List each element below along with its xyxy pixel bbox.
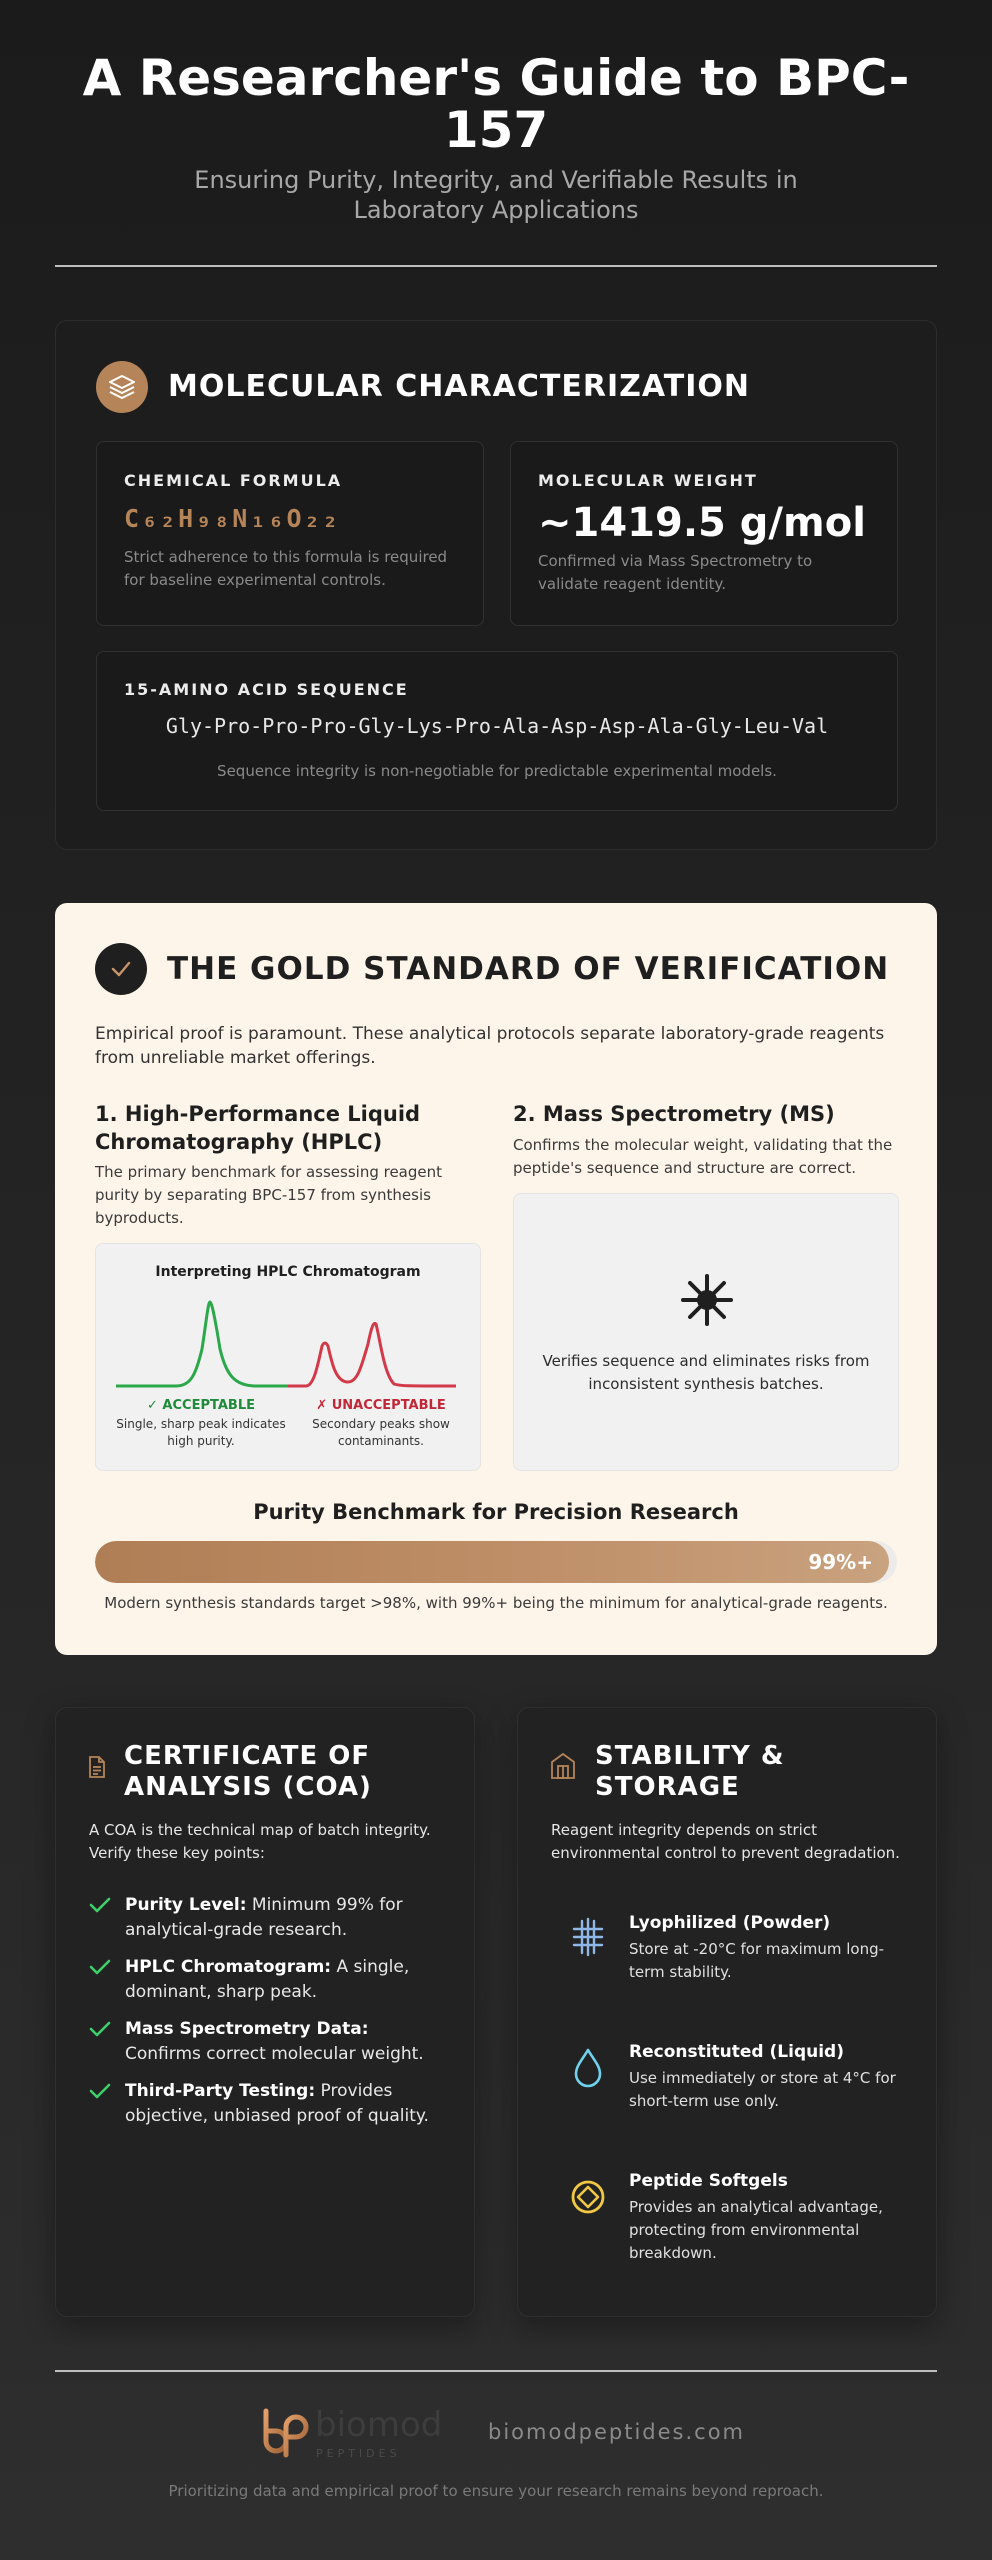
- storage-item-text: Use immediately or store at 4°C for short-term use only.: [629, 2069, 896, 2110]
- storage-item-text: Store at -20°C for maximum long-term stability.: [629, 1940, 885, 1981]
- document-icon: [88, 1756, 106, 1778]
- biomod-logo: [258, 2405, 458, 2461]
- formula-box: [96, 441, 484, 626]
- snowflake-icon: [568, 1915, 608, 1959]
- unacceptable-note: Secondary peaks show contaminants.: [312, 1417, 450, 1448]
- coa-card: [55, 1707, 475, 2317]
- acceptable-note: Single, sharp peak indicates high purity.: [116, 1417, 286, 1448]
- unacceptable-label: ✗ UNACCEPTABLE: [316, 1398, 446, 1413]
- verification-heading: THE GOLD STANDARD OF VERIFICATION: [167, 951, 890, 987]
- website-link[interactable]: biomodpeptides.com: [488, 2420, 746, 2444]
- ms-text: Confirms the molecular weight, validating that the peptide's sequence and structure are correct.: [513, 1136, 893, 1177]
- weight-note: Confirmed via Mass Spectrometry to validate reagent identity.: [538, 552, 813, 593]
- storage-item-title: Peptide Softgels: [629, 2171, 788, 2191]
- chromatogram-title: Interpreting HPLC Chromatogram: [155, 1264, 421, 1280]
- ms-title: 2. Mass Spectrometry (MS): [513, 1102, 835, 1126]
- coa-intro: A COA is the technical map of batch integrity. Verify these key points:: [89, 1821, 431, 1862]
- check-icon: [89, 1958, 111, 1976]
- storage-icon: [550, 1752, 576, 1780]
- hplc-chromatogram-panel: [95, 1243, 481, 1471]
- sequence-box: [96, 651, 898, 811]
- droplet-icon: [568, 2044, 608, 2088]
- hplc-text: The primary benchmark for assessing reagent purity by separating BPC-157 from synthesis byproducts.: [95, 1163, 443, 1227]
- spark-icon: [679, 1272, 735, 1328]
- softgel-icon: [568, 2173, 608, 2217]
- check-icon: [89, 1896, 111, 1914]
- formula-label: CHEMICAL FORMULA: [124, 471, 343, 490]
- storage-item-title: Lyophilized (Powder): [629, 1913, 831, 1933]
- logo-wordmark: biomod: [315, 2405, 443, 2445]
- coa-item-text: Mass Spectrometry Data: Confirms correct molecular weight.: [125, 2019, 424, 2064]
- storage-intro: Reagent integrity depends on strict environmental control to prevent degradation.: [551, 1821, 900, 1862]
- formula-note: Strict adherence to this formula is required for baseline experimental controls.: [124, 548, 448, 589]
- storage-card: [517, 1707, 937, 2317]
- ms-panel-text: Verifies sequence and eliminates risks from inconsistent synthesis batches.: [542, 1352, 870, 1393]
- footer-divider: [55, 2370, 937, 2372]
- verification-card: [55, 903, 937, 1655]
- hplc-title: 1. High-Performance Liquid Chromatography (HPLC): [95, 1102, 421, 1154]
- unacceptable-peaks: [288, 1323, 456, 1386]
- check-icon: [89, 2020, 111, 2038]
- verification-intro: Empirical proof is paramount. These analytical protocols separate laboratory-grade reagents from unreliable market offerings.: [95, 1024, 885, 1068]
- chromatogram-graph: [96, 1294, 482, 1394]
- acceptable-peak: [116, 1302, 288, 1386]
- layers-icon: [96, 361, 148, 413]
- molecular-card: [55, 320, 937, 850]
- storage-item-text: Provides an analytical advantage, protecting from environmental breakdown.: [629, 2198, 883, 2262]
- header-divider: [55, 265, 937, 267]
- storage-item-title: Reconstituted (Liquid): [629, 2042, 844, 2062]
- benchmark-note: Modern synthesis standards target >98%, with 99%+ being the minimum for analytical-grade reagents.: [104, 1594, 888, 1612]
- check-icon: [95, 943, 147, 995]
- molecular-heading: MOLECULAR CHARACTERIZATION: [168, 369, 750, 404]
- benchmark-title: Purity Benchmark for Precision Research: [253, 1500, 739, 1524]
- purity-bar-label: 99%+: [808, 1550, 873, 1574]
- page-subtitle: Ensuring Purity, Integrity, and Verifiable Results in Laboratory Applications: [194, 166, 798, 224]
- footer-note: Prioritizing data and empirical proof to ensure your research remains beyond reproach.: [168, 2482, 824, 2500]
- weight-label: MOLECULAR WEIGHT: [538, 471, 758, 490]
- weight-box: [510, 441, 898, 626]
- coa-item-text: HPLC Chromatogram: A single, dominant, sharp peak.: [125, 1957, 410, 2002]
- storage-heading: STABILITY & STORAGE: [595, 1741, 785, 1802]
- coa-item-text: Purity Level: Minimum 99% for analytical-grade research.: [125, 1895, 403, 1940]
- ms-panel: [513, 1193, 899, 1471]
- sequence-note: Sequence integrity is non-negotiable for predictable experimental models.: [217, 762, 777, 780]
- coa-heading: CERTIFICATE OF ANALYSIS (COA): [124, 1741, 372, 1802]
- logo-mark-icon: [258, 2407, 310, 2459]
- sequence-label: 15-AMINO ACID SEQUENCE: [124, 680, 409, 699]
- chemical-formula: C₆₂H₉₈N₁₆O₂₂: [124, 504, 341, 533]
- amino-acid-sequence: Gly-Pro-Pro-Pro-Gly-Lys-Pro-Ala-Asp-Asp-Ala-Gly-Leu-Val: [165, 714, 829, 738]
- check-icon: [89, 2082, 111, 2100]
- coa-item-text: Third-Party Testing: Provides objective, unbiased proof of quality.: [125, 2081, 429, 2126]
- acceptable-label: ✓ ACCEPTABLE: [147, 1398, 255, 1413]
- purity-bar-fill: [95, 1541, 889, 1583]
- page-title: A Researcher's Guide to BPC-157: [82, 49, 910, 159]
- logo-tagline: PEPTIDES: [316, 2447, 401, 2460]
- purity-bar: [95, 1541, 897, 1583]
- molecular-weight: ~1419.5 g/mol: [538, 500, 866, 546]
